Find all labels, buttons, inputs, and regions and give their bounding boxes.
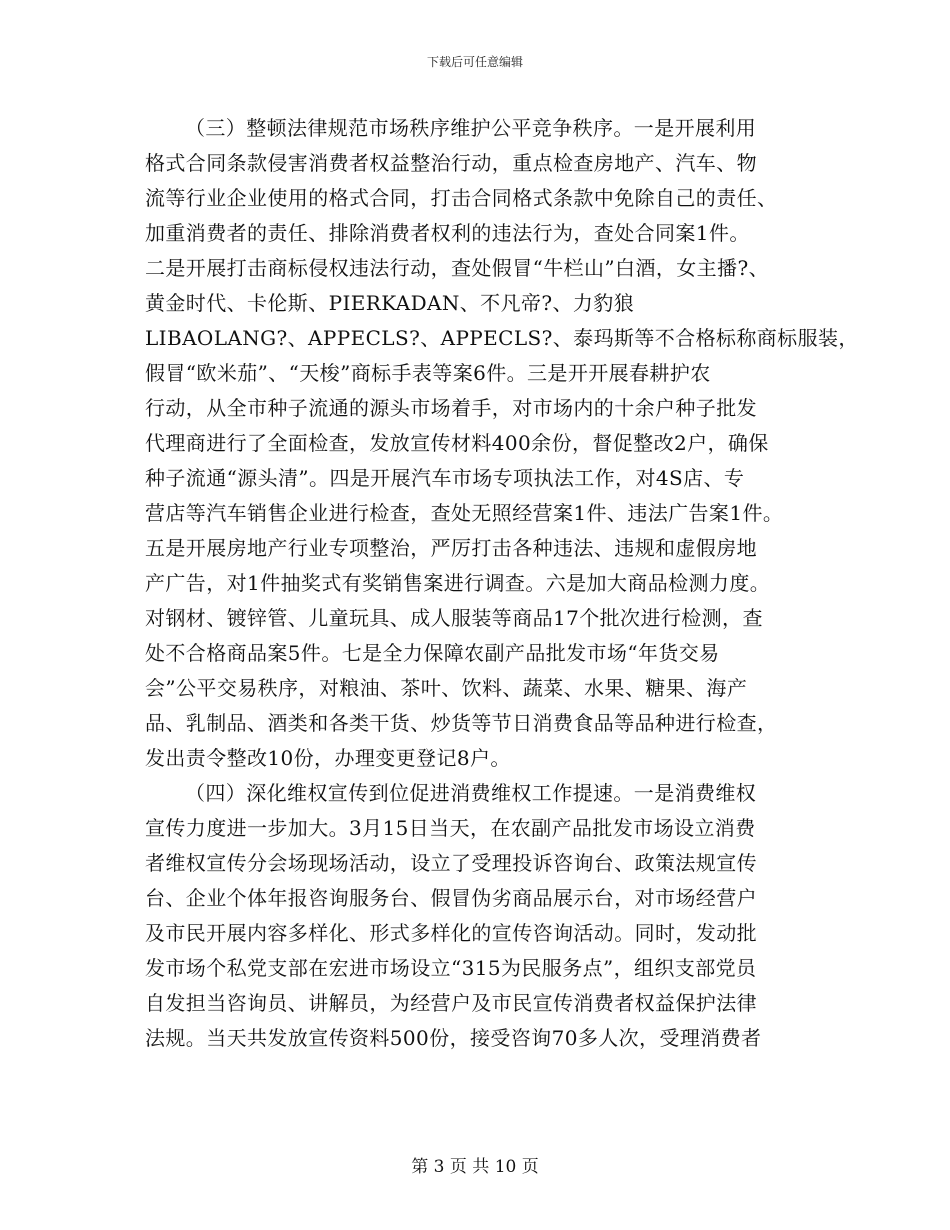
text-line: 黄金时代、卡伦斯、PIERKADAN、不凡帝?、力豹狼 xyxy=(145,291,635,315)
text-line: 二是开展打击商标侵权违法行动，查处假冒“牛栏山”白酒，女主播?、 xyxy=(145,256,769,280)
text-line: 发市场个私党支部在宏进市场设立“315为民服务点”，组织支部党员 xyxy=(145,956,757,980)
text-line: 五是开展房地产行业专项整治，严厉打击各种违法、违规和虚假房地 xyxy=(145,536,757,560)
text-line: 者维权宣传分会场现场活动，设立了受理投诉咨询台、政策法规宣传 xyxy=(145,851,757,875)
text-line: 营店等汽车销售企业进行检查，查处无照经营案1件、违法广告案1件。 xyxy=(145,501,784,525)
text-line: LIBAOLANG?、APPECLS?、APPECLS?、泰玛斯等不合格标称商标服装， xyxy=(145,326,859,350)
text-line: 会”公平交易秩序，对粮油、茶叶、饮料、蔬菜、水果、糖果、海产 xyxy=(145,676,748,700)
text-line: 格式合同条款侵害消费者权益整治行动，重点检查房地产、汽车、物 xyxy=(145,151,757,175)
text-line: 对钢材、镀锌管、儿童玩具、成人服装等商品17个批次进行检测，查 xyxy=(145,606,763,630)
text-line: 台、企业个体年报咨询服务台、假冒伪劣商品展示台，对市场经营户 xyxy=(145,886,757,910)
text-line: 处不合格商品案5件。七是全力保障农副产品批发市场“年货交易 xyxy=(145,641,720,665)
text-line: 及市民开展内容多样化、形式多样化的宣传咨询活动。同时，发动批 xyxy=(145,921,757,945)
text-line: 行动，从全市种子流通的源头市场着手，对市场内的十余户种子批发 xyxy=(145,396,757,420)
text-line: 自发担当咨询员、讲解员，为经营户及市民宣传消费者权益保护法律 xyxy=(145,991,757,1015)
text-line: 种子流通“源头清”。四是开展汽车市场专项执法工作，对4S店、专 xyxy=(145,466,745,490)
text-line: 法规。当天共发放宣传资料500份，接受咨询70多人次，受理消费者 xyxy=(145,1026,762,1050)
text-line: 假冒“欧米茄”、“天梭”商标手表等案6件。三是开开展春耕护农 xyxy=(145,361,711,385)
text-line: 宣传力度进一步加大。3月15日当天，在农副产品批发市场设立消费 xyxy=(145,816,756,840)
text-line: 代理商进行了全面检查，发放宣传材料400余份，督促整改2户，确保 xyxy=(145,431,769,455)
page-header: 下载后可任意编辑 xyxy=(426,55,523,69)
text-line: （四）深化维权宣传到位促进消费维权工作提速。一是消费维权 xyxy=(185,781,757,805)
text-line: 品、乳制品、酒类和各类干货、炒货等节日消费食品等品种进行检查， xyxy=(145,711,778,735)
text-line: 流等行业企业使用的格式合同，打击合同格式条款中免除自己的责任、 xyxy=(145,186,778,210)
text-line: 加重消费者的责任、排除消费者权利的违法行为，查处合同案1件。 xyxy=(145,221,750,245)
page-footer: 第 3 页 共 10 页 xyxy=(411,1157,539,1177)
text-line: 产广告，对1件抽奖式有奖销售案进行调查。六是加大商品检测力度。 xyxy=(145,571,771,595)
text-line: （三）整顿法律规范市场秩序维护公平竞争秩序。一是开展利用 xyxy=(185,116,757,140)
text-line: 发出责令整改10份，办理变更登记8户。 xyxy=(145,746,511,770)
